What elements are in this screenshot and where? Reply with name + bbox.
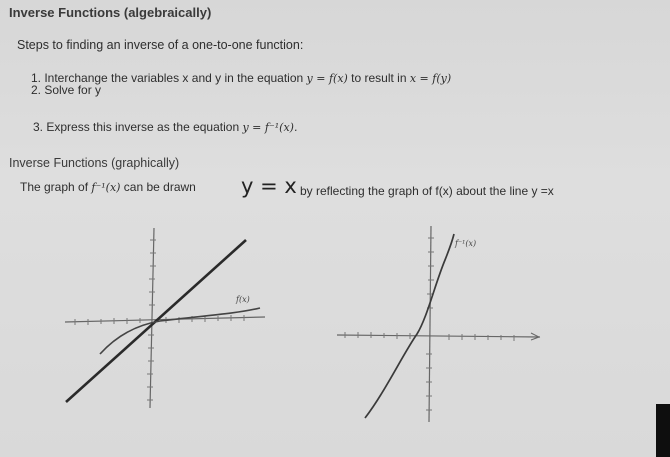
graph-sentence-end: by reflecting the graph of f(x) about the line y =x [300, 184, 554, 198]
step-2: 2. Solve for y [31, 83, 102, 97]
heading-graphical: Inverse Functions (graphically) [9, 156, 180, 170]
step-3-text: 3. Express this inverse as the equation [33, 120, 243, 134]
step-1-eq2: x = f(y) [409, 72, 452, 85]
graph-sentence-text: The graph of [20, 180, 92, 194]
step-3 [33, 121, 297, 133]
left-graph-label: f(x) [236, 295, 250, 304]
left-graph [60, 220, 270, 410]
dark-edge [656, 404, 670, 457]
finv-expression: f⁻¹(x) [91, 181, 121, 194]
step-1-text: 1. Interchange the variables x and y in the equation [31, 71, 307, 85]
f-curve [100, 308, 260, 354]
step-1-eq: y = f(x) [306, 72, 348, 85]
big-equation: y = x [241, 174, 297, 198]
graph-sentence-start [20, 181, 196, 193]
finv-curve [365, 234, 454, 418]
right-graph-label: f⁻¹(x) [455, 239, 477, 248]
left-x-axis [65, 317, 265, 322]
step-3-eq: y = f⁻¹(x). [242, 121, 298, 134]
step-1-tail: to result in [347, 71, 410, 85]
graph-sentence-mid: can be drawn [120, 180, 196, 194]
intro-text: Steps to finding an inverse of a one-to-one function: [17, 38, 304, 52]
right-graph [335, 222, 545, 427]
left-y-axis [150, 228, 154, 408]
heading-algebraic: Inverse Functions (algebraically) [9, 5, 212, 20]
right-x-axis [337, 335, 540, 337]
right-y-axis [429, 226, 431, 422]
